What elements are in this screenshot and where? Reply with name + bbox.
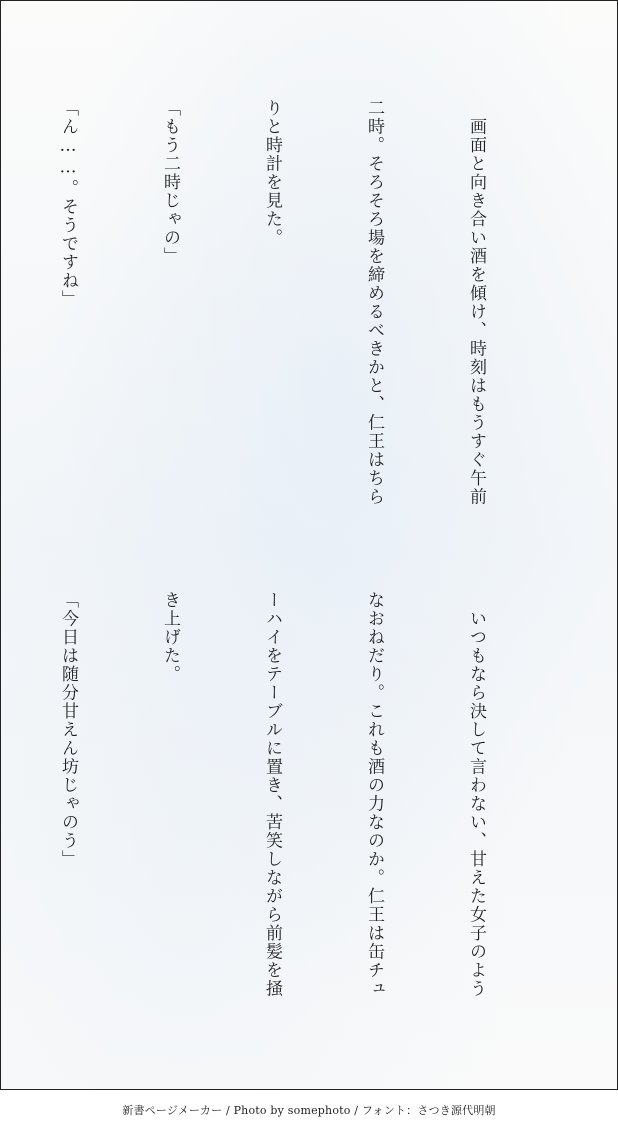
text-line: 二時。そろそろ場を締めるべきかと、仁王はちら [364,99,384,506]
text-line: 「今日は随分甘えん坊じゃのう」 [58,591,78,869]
text-line: 「もう二時じゃの」 [160,99,180,266]
text-line: 「ん……。そうですね」 [58,99,78,309]
text-line: りと時計を見た。 [262,99,282,247]
text-line: 画面と向き合い酒を傾け、時刻はもうすぐ午前 [466,99,486,506]
text-line: いつもなら決して言わない、甘えた女子のよう [466,591,486,998]
text-line: ーハイをテーブルに置き、苦笑しながら前髪を掻 [262,591,282,998]
text-block-top [41,99,561,529]
text-line: き上げた。 [160,591,180,684]
text-block-bottom [41,591,561,1021]
text-line: なおねだり。これも酒の力なのか。仁王は缶チュ [364,591,384,998]
credits-footer: 新書ページメーカー / Photo by somephoto / フォント：さつき源代明朝 [122,1104,496,1117]
